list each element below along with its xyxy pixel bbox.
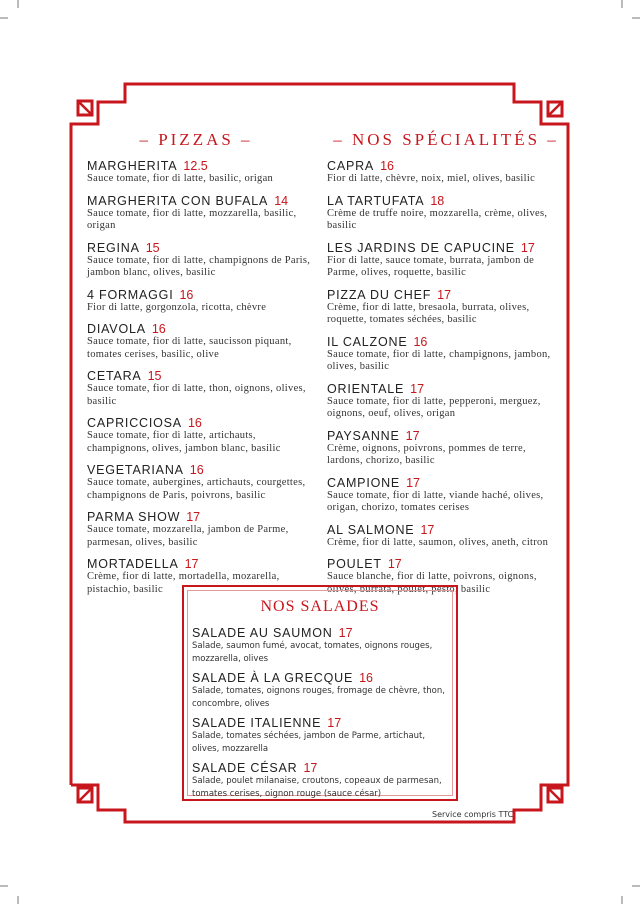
item-description: Fior di latte, sauce tomate, burrata, jambon de Parme, olives, roquette, basilic: [327, 254, 535, 278]
menu-item: [327, 194, 562, 233]
item-description: Fior di latte, chèvre, noix, miel, olives, basilic: [327, 173, 536, 184]
salades-title: NOS SALADES: [260, 598, 380, 615]
item-name: 4 FORMAGGI: [87, 287, 174, 302]
salads-box: [182, 585, 458, 801]
item-description: Crème, oignons, poivrons, pommes de terre, lardons, chorizo, basilic: [327, 442, 526, 466]
pizzas-title: – PIZZAS –: [139, 130, 253, 149]
item-description: Sauce tomate, mozzarella, jambon de Parme, parmesan, olives, basilic: [87, 524, 289, 548]
item-description: Sauce tomate, fior di latte, artichauts, champignons, olives, jambon blanc, basilic: [87, 430, 281, 454]
item-price: 17: [184, 557, 199, 571]
item-name: PARMA SHOW: [87, 510, 181, 524]
item-name: LES JARDINS DE CAPUCINE: [327, 240, 515, 255]
pizzas-list: [87, 159, 312, 604]
item-name: CAPRA: [327, 159, 375, 173]
item-name: MORTADELLA: [87, 557, 179, 571]
item-description: Crème, fior di latte, bresaola, burrata, olives, roquette, tomates séchées, basilic: [327, 301, 530, 325]
item-description: Sauce tomate, fior di latte, thon, oignons, olives, basilic: [87, 383, 306, 407]
item-name: DIAVOLA: [87, 322, 146, 336]
item-description: Sauce tomate, fior di latte, champignons, jambon, olives, basilic: [327, 348, 551, 372]
item-price: 17: [327, 716, 342, 730]
item-name: SALADE À LA GRECQUE: [192, 671, 354, 685]
item-name: IL CALZONE: [327, 334, 408, 349]
menu-item: [327, 382, 562, 421]
item-price: 17: [303, 761, 318, 775]
salades-list: [192, 626, 452, 806]
item-name: CAPRICCIOSA: [87, 416, 182, 430]
item-price: 16: [380, 159, 394, 173]
item-price: 17: [420, 522, 435, 537]
item-description: Sauce tomate, fior di latte, pepperoni, merguez, oignons, oeuf, olives, origan: [327, 395, 541, 419]
item-name: REGINA: [87, 240, 140, 255]
menu-item: [192, 761, 452, 800]
item-description: Fior di latte, gorgonzola, ricotta, chèvre: [87, 301, 267, 313]
item-description: Sauce blanche, fior di latte, poivrons, oignons, olives, burrata, poulet, pesto, basilic: [327, 571, 537, 595]
corner-square-icon: [548, 102, 562, 116]
specialites-title: – NOS SPÉCIALITÉS –: [333, 130, 559, 149]
item-name: MARGHERITA: [87, 159, 178, 173]
item-description: Sauce tomate, fior di latte, basilic, origan: [87, 173, 274, 184]
item-price: 16: [151, 322, 166, 336]
item-price: 17: [410, 381, 425, 396]
menu-item: [87, 463, 312, 502]
item-price: 15: [145, 240, 160, 255]
item-description: Salade, saumon fumé, avocat, tomates, oignons rouges, mozzarella, olives: [192, 641, 433, 664]
item-price: 15: [147, 369, 162, 383]
item-name: PIZZA DU CHEF: [327, 287, 432, 302]
menu-item: [327, 159, 562, 186]
corner-square-icon: [78, 101, 92, 115]
menu-item: [327, 241, 562, 280]
service-note: Service compris TTC: [432, 810, 514, 819]
item-name: SALADE CÉSAR: [192, 761, 298, 775]
menu-item: [87, 194, 312, 233]
item-name: PAYSANNE: [327, 428, 400, 443]
menu-item: [327, 288, 562, 327]
corner-square-icon: [78, 788, 92, 802]
item-price: 16: [187, 416, 202, 430]
item-name: LA TARTUFATA: [327, 193, 425, 208]
menu-item: [87, 369, 312, 408]
item-description: Sauce tomate, fior di latte, champignons de Paris, jambon blanc, olives, basilic: [87, 254, 311, 278]
item-name: SALADE ITALIENNE: [192, 716, 322, 730]
item-description: Sauce tomate, aubergines, artichauts, courgettes, champignons de Paris, poivrons, basilic: [87, 477, 306, 501]
item-description: Sauce tomate, fior di latte, mozzarella, basilic, origan: [87, 207, 297, 231]
item-name: POULET: [327, 557, 382, 571]
item-price: 17: [338, 626, 353, 640]
item-price: 14: [274, 193, 289, 208]
item-price: 12.5: [183, 159, 208, 173]
menu-item: [87, 288, 312, 315]
item-price: 18: [430, 193, 445, 208]
item-price: 17: [387, 557, 402, 571]
item-description: Crème de truffe noire, mozzarella, crème, olives, basilic: [327, 207, 548, 231]
item-name: CETARA: [87, 369, 142, 383]
item-name: ORIENTALE: [327, 381, 405, 396]
item-price: 17: [437, 287, 452, 302]
item-name: AL SALMONE: [327, 522, 415, 537]
menu-item: [87, 241, 312, 280]
menu-item: [327, 429, 562, 468]
item-description: Salade, tomates séchées, jambon de Parme, artichaut, olives, mozzarella: [192, 731, 426, 754]
menu-item: [192, 626, 452, 665]
menu-item: [87, 416, 312, 455]
item-name: SALADE AU SAUMON: [192, 626, 333, 640]
item-description: Crème, fior di latte, saumon, olives, aneth, citron: [327, 536, 549, 548]
specialites-list: [327, 159, 562, 604]
item-name: VEGETARIANA: [87, 463, 184, 477]
item-description: Salade, poulet milanaise, croutons, copeaux de parmesan, tomates cerises, oignon rouge (sauce césar): [192, 776, 442, 799]
menu-item: [192, 671, 452, 710]
item-description: Sauce tomate, fior di latte, viande haché, olives, origan, chorizo, tomates cerises: [327, 489, 544, 513]
menu-item: [327, 523, 562, 550]
item-price: 17: [406, 475, 420, 490]
item-description: Salade, tomates, oignons rouges, fromage de chèvre, thon, concombre, olives: [192, 686, 445, 709]
menu-item: [87, 510, 312, 549]
item-name: MARGHERITA CON BUFALA: [87, 193, 269, 208]
item-name: CAMPIONE: [327, 475, 401, 490]
item-price: 17: [405, 428, 420, 443]
item-description: Sauce tomate, fior di latte, saucisson piquant, tomates cerises, basilic, olive: [87, 336, 292, 360]
item-price: 16: [413, 334, 428, 349]
item-price: 16: [179, 287, 194, 302]
menu-item: [192, 716, 452, 755]
menu-item: [87, 159, 312, 186]
item-price: 16: [359, 671, 373, 685]
menu-item: [87, 322, 312, 361]
menu-item: [327, 335, 562, 374]
item-price: 17: [186, 510, 201, 524]
menu-item: [327, 476, 562, 515]
item-description: Crème, fior di latte, mortadella, mozarella, pistachio, basilic: [87, 571, 280, 595]
item-price: 17: [520, 240, 535, 255]
item-price: 16: [189, 463, 204, 477]
corner-square-icon: [548, 788, 562, 802]
